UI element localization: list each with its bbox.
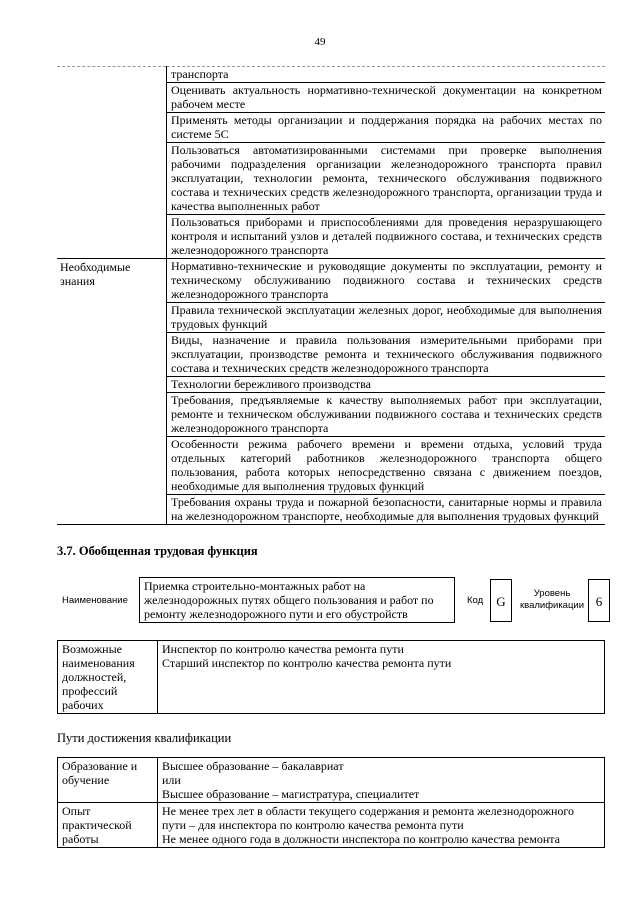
experience-item: Не менее трех лет в области текущего содержания и ремонта железнодорожного пути – для инспектора по контролю качества ремонта пути: [162, 804, 575, 832]
knowledge-label: Необходимые знания: [57, 259, 167, 525]
positions-label: Возможные наименования должностей, профессий рабочих: [58, 641, 158, 714]
experience-label: Опыт практической работы: [58, 803, 158, 848]
section-title: 3.7. Обобщенная трудовая функция: [57, 544, 258, 558]
code-value: G: [490, 579, 512, 622]
education-item: или: [162, 773, 181, 787]
skill-item: Пользоваться приборами и приспособлениями для проведения неразрушающего контроля и испытаний узлов и деталей подвижного состава, и технических средств железнодорожного транспорта: [167, 215, 606, 259]
level-value: 6: [588, 579, 610, 622]
skill-item: Оценивать актуальность нормативно-технической документации на конкретном рабочем месте: [167, 83, 606, 113]
knowledge-item: Правила технической эксплуатации железных дорог, необходимые для выполнения трудовых функций: [167, 303, 606, 333]
knowledge-item: Требования, предъявляемые к качеству выполняемых работ при эксплуатации, ремонте и техническом обслуживании подвижного состава и технических средств железнодорожного транспорта: [167, 393, 606, 437]
education-item: Высшее образование – магистратура, специалитет: [162, 787, 420, 801]
skills-knowledge-table: [57, 66, 605, 525]
function-name-value: Приемка строительно-монтажных работ на железнодорожных путях общего пользования и работ по ремонту железнодорожного пути и его обустройств: [144, 579, 434, 621]
skill-item: Пользоваться автоматизированными системами при проверке выполнения рабочими подразделения организации железнодорожного транспорта правил эксплуатации, технологии ремонта, технического обслуживания подвижного состава и технических средств железнодорожного транспорта, организации труда и качества выполненных работ: [167, 143, 606, 215]
label-cell-empty: [57, 67, 167, 83]
positions-table: [57, 640, 605, 714]
qualification-paths-title: Пути достижения квалификации: [57, 731, 232, 745]
skill-item: Применять методы организации и поддержания порядка на рабочих местах по системе 5С: [167, 113, 606, 143]
skill-continuation: транспорта: [167, 67, 606, 83]
level-label: Уровень квалификации: [519, 588, 585, 611]
position-item: Инспектор по контролю качества ремонта пути: [162, 642, 404, 656]
positions-values: [158, 641, 605, 714]
page-number: 49: [314, 36, 326, 48]
name-label: Наименование: [62, 595, 128, 606]
education-item: Высшее образование – бакалавриат: [162, 759, 344, 773]
experience-values: [158, 803, 605, 848]
education-values: [158, 758, 605, 803]
knowledge-item: Особенности режима рабочего времени и времени отдыха, условий труда отдельных категорий работников железнодорожного транспорта общего пользования, работа которых непосредственно связана с движением поездов, необходимые для выполнения трудовых функций: [167, 437, 606, 495]
experience-item: Не менее одного года в должности инспектора по контролю качества ремонта: [162, 832, 560, 846]
knowledge-item: Нормативно-технические и руководящие документы по эксплуатации, ремонту и техническому обслуживанию подвижного состава и технических средств железнодорожного транспорта: [167, 259, 606, 303]
education-label: Образование и обучение: [58, 758, 158, 803]
code-label: Код: [467, 595, 484, 606]
knowledge-item: Виды, назначение и правила пользования измерительными приборами при эксплуатации, производстве ремонта и технического обслуживания подвижного состава и технических средств железнодорожного транспорта: [167, 333, 606, 377]
qualification-table: [57, 757, 605, 848]
position-item: Старший инспектор по контролю качества ремонта пути: [162, 656, 452, 670]
knowledge-item: Технологии бережливого производства: [167, 377, 606, 393]
function-name-box: [139, 577, 455, 623]
knowledge-item: Требования охраны труда и пожарной безопасности, санитарные нормы и правила на железнодорожном транспорте, необходимые для выполнения трудовых функций: [167, 495, 606, 525]
